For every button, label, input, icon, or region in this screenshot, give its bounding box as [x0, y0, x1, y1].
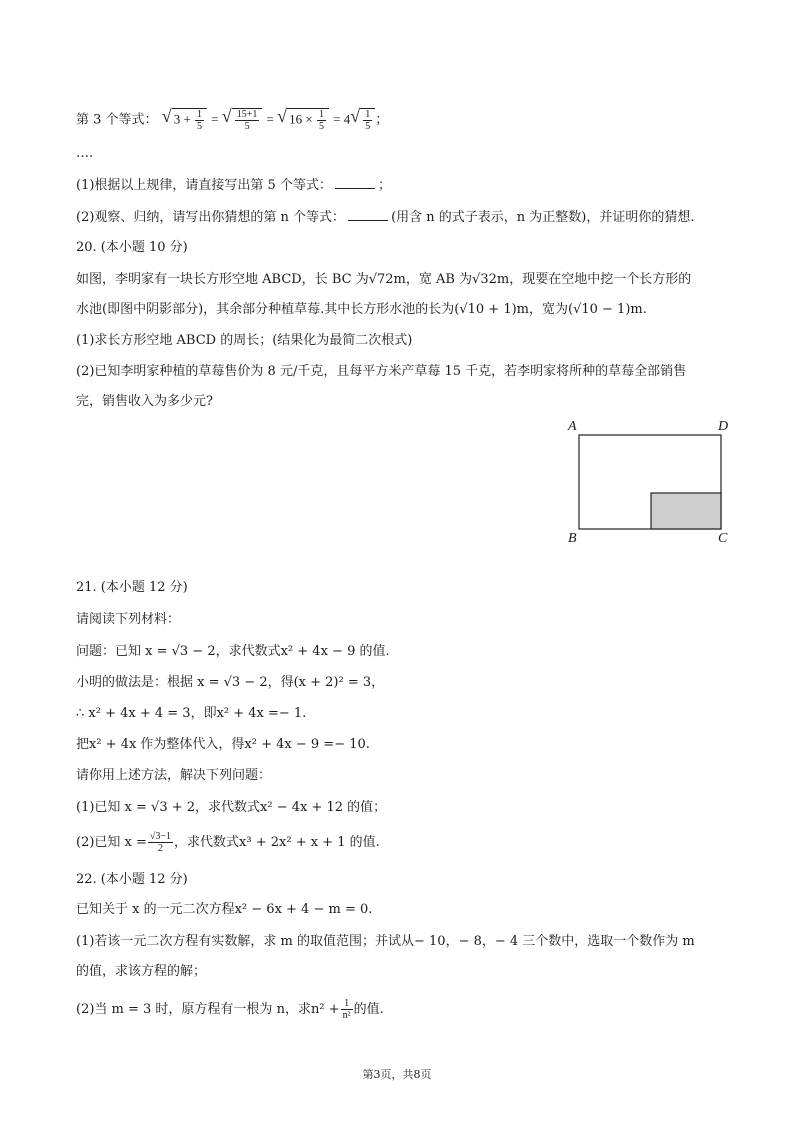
- q20-part2-line1: (2)已知李明家种植的草莓售价为 8 元/千克，且每平方米产草莓 15 千克，若李明家将所种的草莓全部销售: [76, 364, 687, 379]
- q22-part1-line1: (1)若该一元二次方程有实数解，求 m 的取值范围；并试从− 10，− 8，− 4 三个数中，选取一个数作为 m: [76, 934, 695, 949]
- q21-method3: 把x² + 4x 作为整体代入，得x² + 4x − 9 =− 10.: [76, 737, 370, 752]
- pool-shaded-region: [651, 493, 721, 529]
- q21-ask: 请你用上述方法，解决下列问题：: [76, 768, 272, 783]
- q20-header: 20. (本小题 10 分): [76, 240, 188, 255]
- q19-part1: (1)根据以上规律，请直接写出第 5 个等式： ；: [76, 178, 391, 193]
- q21-part1: (1)已知 x = √3 + 2，求代数式x² − 4x + 12 的值；: [76, 800, 387, 815]
- q21-method1: 小明的做法是：根据 x = √3 − 2，得(x + 2)² = 3，: [76, 675, 385, 690]
- q22-stem: 已知关于 x 的一元二次方程x² − 6x + 4 − m = 0.: [76, 902, 373, 917]
- q19-part2: (2)观察、归纳，请写出你猜想的第 n 个等式： (用含 n 的式子表示，n 为正整数)，并证明你的猜想.: [76, 210, 695, 225]
- q20-part1: (1)求长方形空地 ABCD 的周长；(结果化为最简二次根式): [76, 333, 413, 348]
- q22-part2: (2)当 m = 3 时，原方程有一根为 n，求n² + $\frac{1}{\text{n²}}$ 的值.: [76, 998, 384, 1021]
- label-c: C: [718, 531, 728, 546]
- q21-intro: 请阅读下列材料：: [76, 612, 181, 627]
- rectangle-diagram: [560, 415, 750, 555]
- label-b: B: [568, 531, 577, 546]
- label-a: A: [568, 419, 577, 434]
- q19-equation-3: 第 3 个等式： √ 3 + $\frac{1}{5}$ = √ $\frac{15+1}{5}$ = √ 16 × $\frac{1}{5}$ = 4 √ $\frac{1}{5}$ ；: [76, 108, 388, 132]
- label-d: D: [718, 419, 729, 434]
- q21-method2: ∴ x² + 4x + 4 = 3，即x² + 4x =− 1.: [76, 706, 307, 721]
- q20-stem-line2: 水池(即图中阴影部分)，其余部分种植草莓.其中长方形水池的长为(√10 + 1)m，宽为(√10 − 1)m.: [76, 302, 647, 317]
- answer-blank: [335, 176, 375, 189]
- q22-header: 22. (本小题 12 分): [76, 872, 188, 887]
- q20-part2-line2: 完，销售收入为多少元?: [76, 394, 213, 409]
- q21-problem: 问题：已知 x = √3 − 2，求代数式x² + 4x − 9 的值.: [76, 644, 390, 659]
- answer-blank: [348, 208, 388, 221]
- q21-part2: (2)已知 x = $\frac{√3-1}{2}$ ，求代数式x³ + 2x² + x + 1 的值.: [76, 831, 380, 854]
- page-footer: 第3页，共8页: [362, 1068, 432, 1081]
- q21-header: 21. (本小题 12 分): [76, 580, 188, 595]
- q20-stem-line1: 如图，李明家有一块长方形空地 ABCD，长 BC 为√72m，宽 AB 为√32m，现要在空地中挖一个长方形的: [76, 272, 692, 287]
- ellipsis: ….: [76, 146, 94, 161]
- q22-part1-line2: 的值，求该方程的解；: [76, 964, 207, 979]
